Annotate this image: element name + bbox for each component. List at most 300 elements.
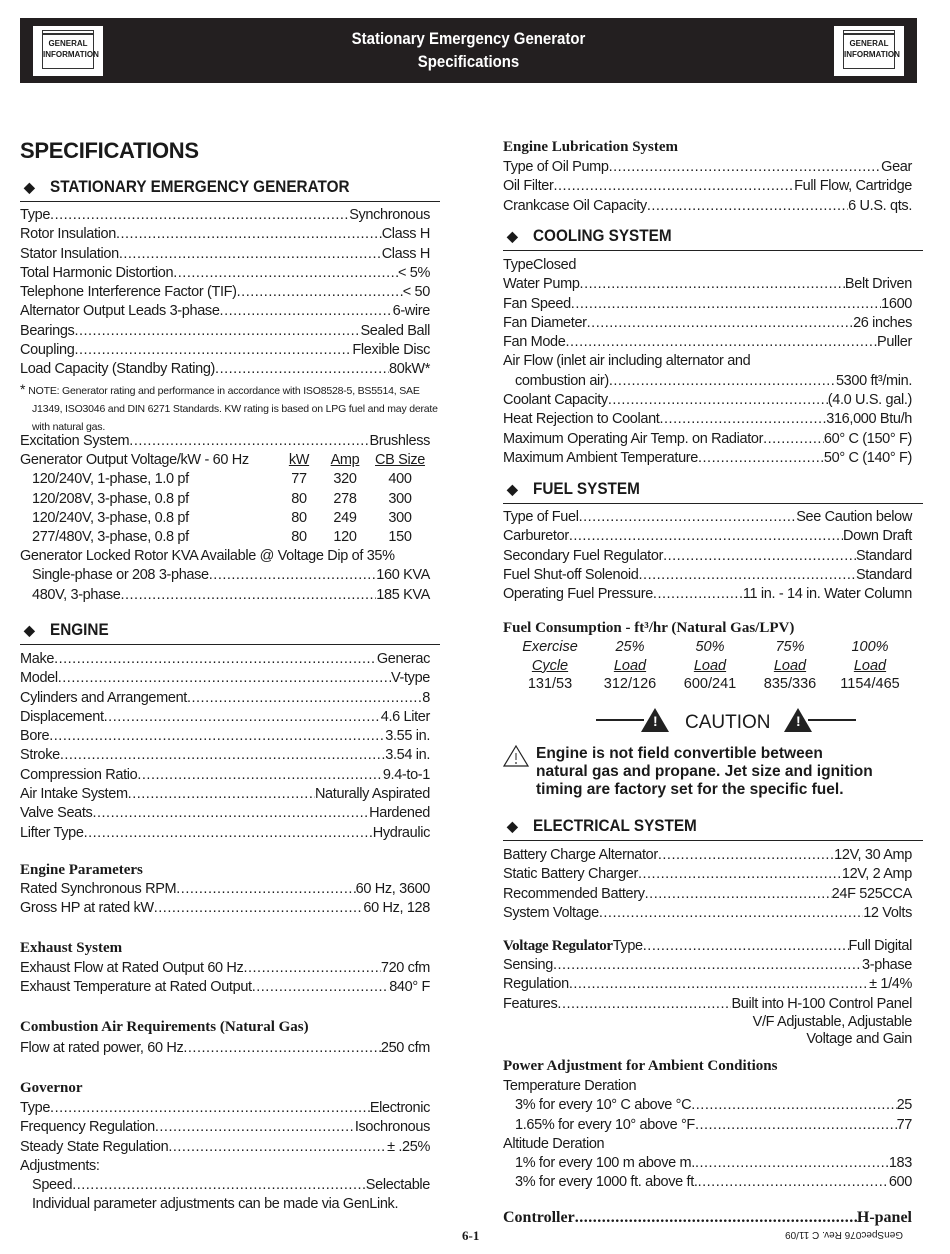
row-value: 3.55 in. — [385, 728, 430, 745]
spec-row — [503, 995, 912, 1014]
row-label: Coolant Capacity — [503, 392, 608, 409]
spec-row — [503, 956, 912, 975]
row-label: Flow at rated power, 60 Hz — [20, 1040, 184, 1056]
spec-row — [20, 206, 430, 225]
spec-row — [503, 1096, 912, 1115]
table-cell: 80 — [291, 509, 307, 526]
row-label: Type — [20, 207, 51, 223]
row-label: Fan Mode — [503, 334, 566, 351]
document-code: GenSpec076 Rev. C 11/09 — [785, 1229, 904, 1240]
row-value: Belt Driven — [844, 276, 912, 293]
row-label: Maximum Operating Air Temp. on Radiator — [503, 430, 764, 447]
row-label: Make — [20, 651, 55, 667]
power-adjustment-specs — [503, 1077, 912, 1193]
spec-row — [20, 1118, 430, 1137]
dot-leader — [571, 295, 881, 314]
spec-row — [503, 430, 912, 449]
row-label: Exhaust Temperature at Rated Output — [20, 979, 252, 996]
row-value: 24F 525CCA — [831, 885, 912, 902]
row-value: Down Draft — [842, 528, 912, 545]
row-label: Sensing — [503, 957, 553, 973]
governor-specs — [20, 1099, 430, 1215]
dot-leader — [566, 333, 878, 352]
header-banner — [20, 18, 917, 83]
spec-row — [20, 432, 430, 451]
fc-header — [510, 657, 590, 676]
dot-leader — [639, 566, 856, 585]
spec-row — [20, 225, 430, 244]
row-label: Rated Synchronous RPM — [20, 881, 177, 897]
row-label: Maximum Ambient Temperature — [503, 449, 698, 466]
row-label: Type of Fuel — [503, 509, 579, 525]
output-voltage-table — [20, 451, 430, 547]
engine-parameters-heading: Engine Parameters — [20, 862, 143, 878]
spec-row — [503, 865, 912, 884]
row-value: V-type — [390, 670, 430, 687]
fc-header: 100% — [851, 639, 889, 655]
dot-leader — [137, 766, 382, 785]
table-cell: 80 — [291, 529, 307, 546]
spec-row — [20, 360, 430, 379]
table-cell: 300 — [388, 490, 412, 507]
row-value: Class H — [381, 226, 430, 243]
note-line: J1349, ISO3046 and DIN 6271 Standards. KW rating is based on LPG fuel and may derate — [32, 403, 438, 415]
spec-row — [20, 708, 430, 727]
row-value: Flexible Disc — [352, 342, 430, 359]
fc-value: 1154/465 — [840, 676, 900, 692]
row-value: Hardened — [369, 805, 430, 822]
section-stationary-generator — [20, 177, 440, 202]
dot-leader — [695, 1116, 897, 1135]
fc-subheader: Cycle — [531, 657, 569, 674]
row-value: Built into H-100 Control Panel — [731, 995, 912, 1012]
section-engine — [20, 620, 440, 645]
row-label: Battery Charge Alternator — [503, 847, 658, 863]
dot-leader — [176, 880, 355, 899]
row-label: Crankcase Oil Capacity — [503, 197, 647, 214]
spec-row — [20, 322, 430, 341]
title-line-1: Stationary Emergency Generator — [351, 29, 586, 48]
row-value: 60° C (150° F) — [823, 430, 912, 447]
row-label: combustion air) — [515, 372, 609, 389]
fc-header: 50% — [695, 639, 725, 655]
row-label: Speed — [32, 1177, 73, 1194]
dot-leader — [129, 432, 369, 451]
row-label: Alternator Output Leads 3-phase — [20, 303, 220, 320]
locked-rotor-specs — [20, 547, 430, 605]
row-value: 4.6 Liter — [380, 708, 430, 725]
dot-leader — [72, 1176, 366, 1195]
dot-leader — [569, 527, 843, 546]
row-value: 720 cfm — [380, 960, 430, 976]
row-value: < 50 — [402, 284, 430, 301]
spec-row — [503, 372, 912, 391]
dot-leader — [580, 275, 845, 294]
section-electrical — [503, 816, 923, 841]
row-label: Water Pump — [503, 276, 580, 293]
diamond-icon: ◆ — [507, 481, 518, 497]
fc-header — [830, 657, 910, 676]
dot-leader — [660, 410, 827, 429]
row-label: Adjustments: — [20, 1157, 100, 1174]
dot-leader — [553, 956, 862, 975]
table-cell: 300 — [388, 509, 412, 526]
row-label: Type — [612, 938, 643, 954]
row-label: Valve Seats — [20, 805, 93, 822]
row-value: Selectable — [365, 1177, 430, 1194]
section-title: FUEL SYSTEM — [533, 479, 640, 498]
dot-leader — [104, 708, 381, 727]
table-cell: 80 — [291, 490, 307, 507]
dot-leader — [695, 1154, 889, 1173]
dot-leader — [58, 669, 391, 688]
dot-leader — [220, 302, 393, 321]
row-label: 480V, 3-phase — [32, 586, 121, 603]
fc-value: 835/336 — [763, 676, 817, 692]
fc-value: 312/126 — [603, 676, 657, 692]
row-label: Rotor Insulation — [20, 226, 116, 243]
row-label: Telephone Interference Factor (TIF) — [20, 284, 237, 301]
row-label: System Voltage — [503, 904, 599, 921]
dot-leader — [663, 547, 856, 566]
dot-leader — [599, 904, 863, 923]
row-value: (4.0 U.S. gal.) — [827, 392, 912, 409]
spec-row — [20, 264, 430, 283]
row-label: 1% for every 100 m above m. — [515, 1155, 695, 1172]
dot-leader — [691, 1096, 896, 1115]
row-value: 25 — [896, 1097, 912, 1114]
dot-leader — [609, 158, 882, 177]
row-label: Oil Filter — [503, 178, 554, 195]
diamond-icon: ◆ — [24, 622, 35, 638]
table-cell: 400 — [388, 471, 412, 488]
row-value: 60 Hz, 128 — [363, 900, 430, 917]
dot-leader — [187, 689, 422, 708]
row-value: 26 inches — [853, 314, 912, 331]
spec-row — [503, 1116, 912, 1135]
table-header: Generator Output Voltage/kW - 60 Hz — [20, 452, 249, 468]
dot-leader — [74, 322, 360, 341]
fc-subheader: Load — [613, 657, 647, 674]
row-value: 50° C (140° F) — [823, 449, 912, 466]
row-value: Class H — [381, 245, 430, 262]
row-value: 6-wire — [392, 303, 430, 320]
dot-leader — [609, 372, 836, 391]
row-label: Air Intake System — [20, 786, 128, 803]
table-header: Amp — [330, 452, 360, 468]
spec-row — [20, 1195, 430, 1214]
dot-leader — [120, 586, 376, 605]
row-label: Single-phase or 208 3-phase — [32, 567, 209, 584]
spec-row — [20, 1138, 430, 1157]
spec-row — [20, 959, 430, 978]
spec-row — [503, 256, 912, 275]
spec-row — [503, 547, 912, 566]
dot-leader — [168, 1138, 387, 1157]
spec-row — [20, 669, 430, 688]
row-value: ± 1/4% — [869, 976, 912, 993]
fc-header: 75% — [775, 639, 805, 655]
spec-row — [503, 333, 912, 352]
row-value: 80kW* — [389, 361, 430, 378]
spec-row — [20, 899, 430, 918]
power-adjustment-heading: Power Adjustment for Ambient Conditions — [503, 1058, 778, 1074]
spec-row — [20, 978, 430, 997]
row-value: Full Flow, Cartridge — [794, 178, 912, 195]
spec-row — [503, 391, 912, 410]
dot-leader — [608, 391, 828, 410]
dot-leader — [579, 508, 797, 527]
spec-row — [503, 585, 912, 604]
row-label: 3% for every 1000 ft. above ft. — [515, 1174, 698, 1191]
row-label: Cylinders and Arrangement — [20, 689, 187, 706]
row-label: Heat Rejection to Coolant — [503, 411, 660, 428]
dot-leader — [638, 865, 842, 884]
dot-leader — [74, 341, 352, 360]
diamond-icon: ◆ — [507, 228, 518, 244]
spec-row — [20, 1039, 430, 1058]
row-value: See Caution below — [796, 509, 912, 525]
row-label: Total Harmonic Distortion — [20, 264, 174, 281]
row-value: 3-phase — [862, 957, 912, 973]
row-value: ± .25% — [387, 1138, 430, 1155]
generator-specs — [20, 206, 430, 380]
fc-header: Exercise — [522, 639, 578, 655]
dot-leader — [215, 360, 389, 379]
row-label: Lifter Type — [20, 824, 84, 841]
lubrication-heading: Engine Lubrication System — [503, 139, 679, 155]
spec-row — [503, 295, 912, 314]
spec-row — [503, 1154, 912, 1173]
diamond-icon: ◆ — [24, 179, 35, 195]
engine-parameters — [20, 880, 430, 919]
row-label: Bearings — [20, 322, 75, 339]
row-value: 600 — [888, 1174, 912, 1191]
electrical-specs — [503, 846, 912, 923]
fc-subheader: Load — [773, 657, 807, 674]
row-label: Features — [503, 995, 558, 1012]
rating-note — [20, 380, 445, 436]
badge-text: GENERAL — [849, 39, 889, 48]
excitation-spec — [20, 432, 430, 451]
dot-leader — [116, 225, 382, 244]
row-label: Steady State Regulation — [20, 1138, 169, 1155]
dot-leader — [698, 1173, 889, 1192]
row-label: Regulation — [503, 976, 569, 993]
controller-row — [503, 1208, 912, 1227]
row-value: 316,000 Btu/h — [826, 411, 912, 428]
caution-label: CAUTION — [685, 712, 771, 733]
voltage-regulator-heading: Voltage Regulator — [503, 938, 613, 954]
row-value: 11 in. - 14 in. Water Column — [742, 586, 912, 603]
row-label: Controller — [503, 1209, 575, 1226]
row-value: 5300 ft³/min. — [835, 372, 912, 389]
row-value: 12 Volts — [863, 904, 912, 921]
spec-row — [20, 650, 430, 669]
row-label: Operating Fuel Pressure — [503, 586, 653, 603]
table-cell: 77 — [291, 471, 307, 488]
row-label: Static Battery Charger — [503, 866, 638, 883]
spec-row — [503, 158, 912, 177]
spec-row — [20, 302, 430, 321]
spec-row — [503, 177, 912, 196]
dot-leader — [128, 785, 315, 804]
dot-leader — [209, 566, 377, 585]
table-cell: 120/240V, 3-phase, 0.8 pf — [32, 509, 189, 526]
section-title: ELECTRICAL SYSTEM — [533, 816, 697, 835]
dot-leader — [173, 264, 398, 283]
row-label: Generator Locked Rotor KVA Available @ Voltage Dip of 35% — [20, 548, 395, 564]
row-label: Secondary Fuel Regulator — [503, 547, 664, 564]
fc-header — [750, 657, 830, 676]
spec-row — [20, 804, 430, 823]
dot-leader — [645, 885, 832, 904]
row-value: Hydraulic — [372, 824, 430, 841]
row-label: Frequency Regulation — [20, 1119, 155, 1136]
fc-value: 600/241 — [683, 676, 737, 692]
row-label: Model — [20, 670, 58, 687]
note-line: NOTE: Generator rating and performance in accordance with ISO8528-5, BS5514, SAE — [28, 385, 420, 397]
fc-subheader: Load — [853, 657, 887, 674]
dot-leader — [183, 1039, 380, 1058]
caution-line: timing are factory set for the specific fuel. — [536, 781, 844, 798]
table-cell: 249 — [333, 509, 357, 526]
spec-row — [503, 508, 912, 527]
page-title: SPECIFICATIONS — [20, 138, 199, 163]
dot-leader — [60, 746, 385, 765]
spec-row — [503, 1135, 912, 1154]
row-value: 12V, 2 Amp — [841, 866, 912, 883]
row-value: Standard — [855, 547, 912, 564]
row-label: Load Capacity (Standby Rating) — [20, 361, 216, 378]
dot-leader — [658, 846, 834, 865]
row-label: Carburetor — [503, 528, 569, 545]
spec-row — [20, 1176, 430, 1195]
table-cell: 120/240V, 1-phase, 1.0 pf — [32, 471, 189, 488]
table-cell: 278 — [333, 490, 357, 507]
row-value: Naturally Aspirated — [314, 786, 430, 803]
features-line: V/F Adjustable, Adjustable — [752, 1014, 912, 1030]
table-cell: 120/208V, 3-phase, 0.8 pf — [32, 490, 189, 507]
fuel-specs — [503, 508, 912, 604]
row-label: Type of Oil Pump — [503, 159, 609, 175]
row-value: 183 — [888, 1155, 912, 1172]
title-line-2: Specifications — [417, 52, 520, 71]
dot-leader — [92, 804, 369, 823]
row-label: TypeClosed — [503, 257, 577, 273]
row-label: Air Flow (inlet air including alternator and — [503, 353, 751, 370]
section-title: ENGINE — [50, 620, 109, 639]
spec-row — [503, 1173, 912, 1192]
row-value: H-panel — [856, 1209, 912, 1226]
fc-header — [590, 657, 670, 676]
fc-value: 131/53 — [527, 676, 573, 692]
table-cell: 277/480V, 3-phase, 0.8 pf — [32, 529, 189, 546]
spec-row — [503, 566, 912, 585]
row-label: Fuel Shut-off Solenoid — [503, 566, 639, 583]
row-value: Full Digital — [848, 938, 912, 954]
dot-leader — [237, 283, 403, 302]
row-label: Bore — [20, 728, 50, 745]
row-value: Brushless — [369, 433, 430, 449]
note-line: with natural gas. — [32, 421, 106, 433]
row-value: Puller — [877, 334, 912, 351]
row-value: 6 U.S. qts. — [848, 197, 912, 214]
exhaust-specs — [20, 959, 430, 998]
spec-row — [503, 275, 912, 294]
spec-row — [20, 1099, 430, 1118]
combustion-specs — [20, 1039, 430, 1058]
spec-row — [20, 566, 430, 585]
features-line: Voltage and Gain — [806, 1031, 912, 1047]
row-label: Excitation System — [20, 433, 130, 449]
spec-row — [503, 846, 912, 865]
exhaust-heading: Exhaust System — [20, 940, 123, 956]
combustion-heading: Combustion Air Requirements (Natural Gas) — [20, 1019, 309, 1035]
table-cell: 120 — [333, 529, 357, 546]
header-title — [74, 27, 863, 73]
row-label: Individual parameter adjustments can be made via GenLink. — [32, 1196, 399, 1213]
dot-leader — [653, 585, 743, 604]
row-label: Exhaust Flow at Rated Output 60 Hz — [20, 960, 244, 976]
dot-leader — [763, 430, 824, 449]
row-value: 840° F — [389, 979, 430, 996]
spec-row — [503, 975, 912, 994]
dot-leader — [154, 899, 364, 918]
spec-row — [20, 341, 430, 360]
section-title: STATIONARY EMERGENCY GENERATOR — [50, 177, 350, 196]
spec-row — [503, 449, 912, 468]
dot-leader — [557, 995, 731, 1014]
caution-banner — [596, 708, 856, 738]
table-cell: 320 — [333, 471, 357, 488]
spec-row — [20, 785, 430, 804]
governor-heading: Governor — [20, 1080, 83, 1096]
spec-row — [20, 689, 430, 708]
spec-row — [20, 1157, 430, 1176]
spec-row — [20, 586, 430, 605]
badge-text: INFORMATION — [43, 50, 99, 59]
dot-leader — [119, 245, 382, 264]
row-value: 8 — [422, 689, 430, 706]
dot-leader — [587, 314, 853, 333]
row-value: Electronic — [369, 1100, 430, 1116]
spec-row — [503, 352, 912, 371]
row-value: Gear — [881, 159, 912, 175]
section-title: COOLING SYSTEM — [533, 226, 672, 245]
row-value: 9.4-to-1 — [382, 766, 430, 783]
spec-row — [503, 885, 912, 904]
row-label: Stator Insulation — [20, 245, 119, 262]
row-value: 12V, 30 Amp — [834, 847, 912, 863]
spec-row — [503, 410, 912, 429]
badge-text: INFORMATION — [844, 50, 900, 59]
caution-line: Engine is not field convertible between — [536, 745, 823, 762]
spec-row — [20, 547, 430, 566]
spec-row — [20, 283, 430, 302]
warning-outline-icon — [503, 745, 529, 767]
spec-row — [20, 880, 430, 899]
cooling-specs — [503, 256, 912, 468]
spec-row — [503, 314, 912, 333]
row-value: 250 cfm — [380, 1040, 430, 1056]
section-cooling — [503, 226, 923, 251]
dot-leader — [49, 727, 385, 746]
dot-leader — [50, 1099, 370, 1118]
spec-row — [503, 904, 912, 923]
fc-subheader: Load — [693, 657, 727, 674]
voltage-regulator-specs — [503, 956, 912, 1014]
